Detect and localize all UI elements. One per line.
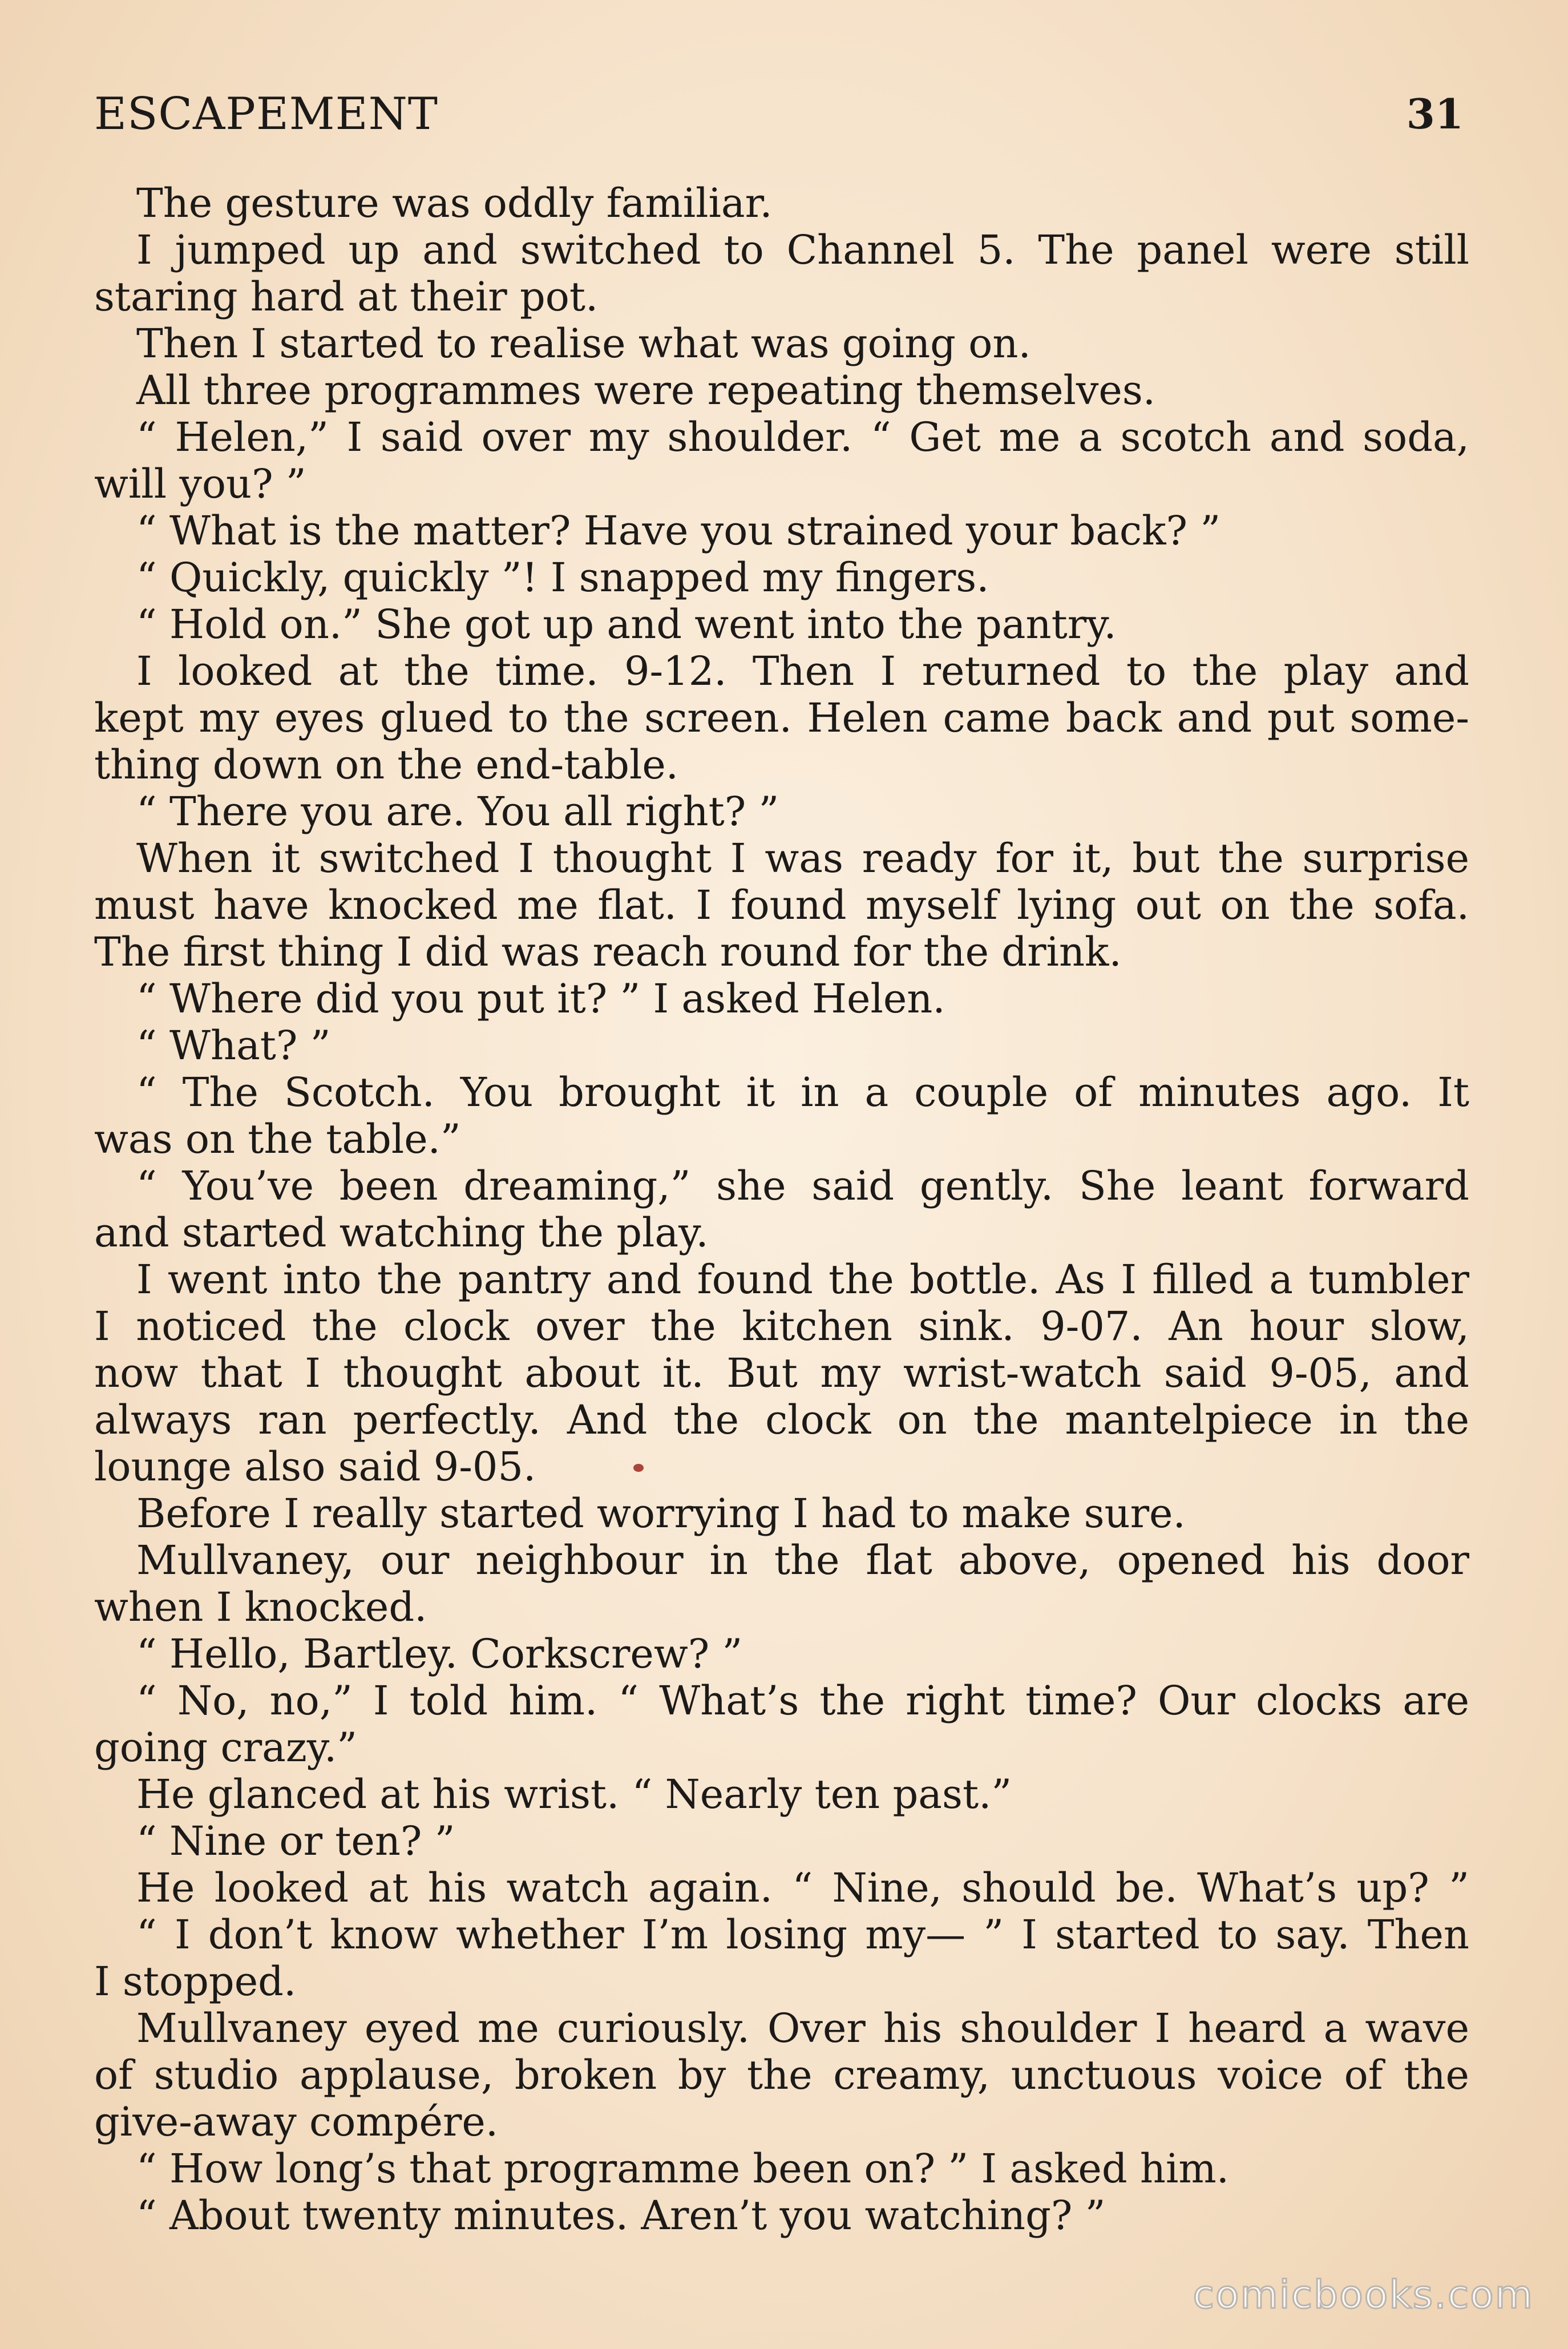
text-line: when I knocked. — [94, 1584, 427, 1630]
text-line: “ No, no,” I told him. “ What’s the right time? Our clocks are — [136, 1677, 1469, 1724]
text-line: going crazy.” — [94, 1724, 358, 1771]
text-line: “ What? ” — [136, 1022, 331, 1069]
body-text — [94, 180, 1469, 2239]
text-line: The gesture was oddly familiar. — [136, 180, 773, 227]
text-line: “ Hello, Bartley. Corkscrew? ” — [136, 1630, 743, 1677]
text-line: I jumped up and switched to Channel 5. The panel were still — [136, 227, 1469, 273]
text-line: All three programmes were repeating themselves. — [136, 367, 1156, 414]
text-line: I stopped. — [94, 1958, 297, 2005]
text-line: He looked at his watch again. “ Nine, should be. What’s up? ” — [136, 1864, 1469, 1911]
text-line: “ About twenty minutes. Aren’t you watching? ” — [136, 2192, 1106, 2239]
text-line: Before I really started worrying I had to make sure. — [136, 1490, 1186, 1537]
watermark: comicbooks.com — [1193, 2273, 1534, 2318]
text-line: “ Hold on.” She got up and went into the pantry. — [136, 601, 1117, 648]
text-line: “ Where did you put it? ” I asked Helen. — [136, 975, 945, 1022]
text-line: The first thing I did was reach round for the drink. — [94, 929, 1122, 975]
text-line: and started watching the play. — [94, 1209, 709, 1256]
text-line: Mullvaney, our neighbour in the flat above, opened his door — [136, 1537, 1469, 1584]
text-line: give-away compére. — [94, 2098, 499, 2145]
text-line: “ There you are. You all right? ” — [136, 788, 779, 835]
text-line: “ Helen,” I said over my shoulder. “ Get me a scotch and soda, — [136, 414, 1469, 461]
text-line: I noticed the clock over the kitchen sink. 9-07. An hour slow, — [94, 1303, 1469, 1350]
ink-spot — [633, 1464, 644, 1472]
text-line: “ I don’t know whether I’m losing my— ” I started to say. Then — [136, 1911, 1469, 1958]
text-line: was on the table.” — [94, 1116, 461, 1163]
page-number: 31 — [1406, 90, 1464, 138]
text-line: I looked at the time. 9-12. Then I returned to the play and — [136, 648, 1469, 695]
text-line: “ What is the matter? Have you strained your back? ” — [136, 507, 1221, 554]
text-line: thing down on the end-table. — [94, 741, 679, 788]
running-head — [94, 86, 1464, 143]
text-line: Mullvaney eyed me curiously. Over his shoulder I heard a wave — [136, 2005, 1469, 2052]
text-line: “ The Scotch. You brought it in a couple of minutes ago. It — [136, 1069, 1469, 1116]
text-line: “ Quickly, quickly ”! I snapped my fingers. — [136, 554, 989, 601]
text-line: lounge also said 9-05. — [94, 1443, 536, 1490]
text-line: I went into the pantry and found the bottle. As I filled a tumbler — [136, 1256, 1469, 1303]
text-line: “ You’ve been dreaming,” she said gently. She leant forward — [136, 1163, 1469, 1209]
text-line: kept my eyes glued to the screen. Helen came back and put some- — [94, 695, 1469, 741]
text-line: Then I started to realise what was going on. — [136, 320, 1031, 367]
text-line: will you? ” — [94, 461, 306, 507]
text-line: of studio applause, broken by the creamy, unctuous voice of the — [94, 2052, 1469, 2098]
text-line: now that I thought about it. But my wrist-watch said 9-05, and — [94, 1350, 1469, 1397]
text-line: staring hard at their pot. — [94, 273, 599, 320]
text-line: When it switched I thought I was ready for it, but the surprise — [136, 835, 1469, 882]
text-line: always ran perfectly. And the clock on the mantelpiece in the — [94, 1397, 1469, 1443]
running-title: ESCAPEMENT — [94, 88, 438, 140]
text-line: “ How long’s that programme been on? ” I asked him. — [136, 2145, 1230, 2192]
text-line: must have knocked me flat. I found myself lying out on the sofa. — [94, 882, 1469, 929]
text-line: He glanced at his wrist. “ Nearly ten past.” — [136, 1771, 1012, 1818]
text-line: “ Nine or ten? ” — [136, 1818, 455, 1864]
